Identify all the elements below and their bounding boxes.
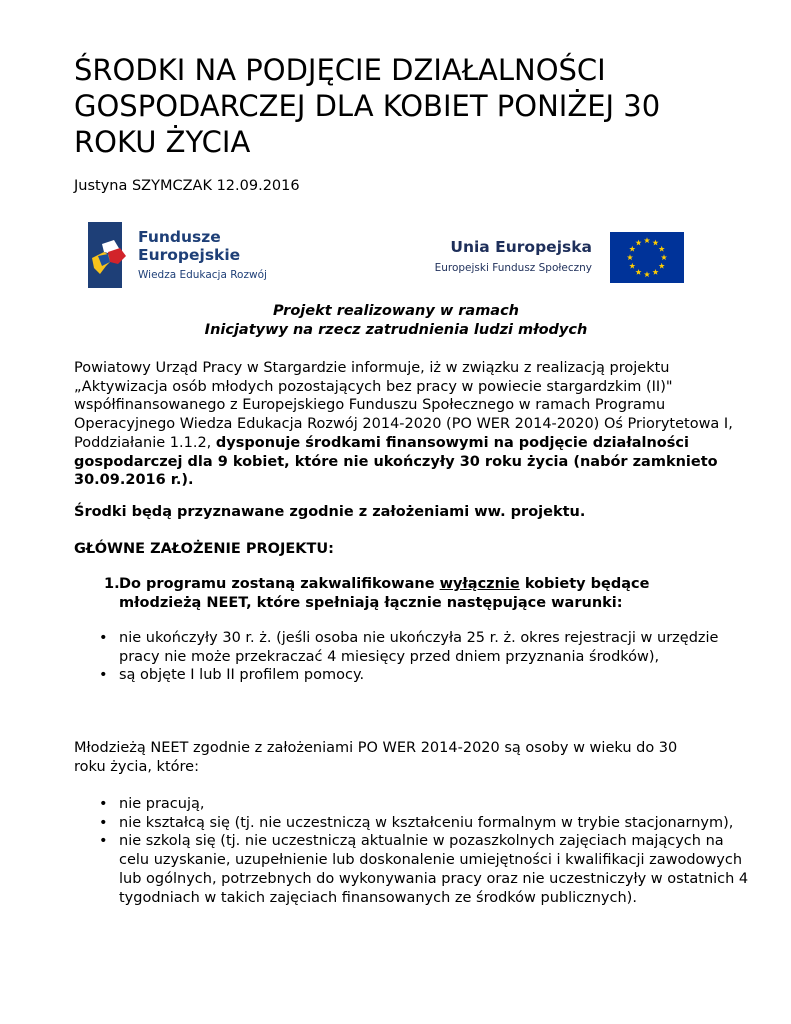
- list-item-text: nie kształcą się (tj. nie uczestniczą w kształceniu formalnym w trybie stacjonarnym),: [119, 814, 734, 831]
- intro-paragraph: [74, 359, 754, 490]
- intro-text: Powiatowy Urząd Pracy w Stargardzie informuje, iż w związku z realizacją projektu „Aktywizacja osób młodych pozostających bez pracy w powiecie stargardzkim (II)" współfinansowanego z Europejskiego Funduszu Społecznego w ramach Programu Operacyjnego Wiedza Edukacja Rozwój 2014-2020 (PO WER 2014-2020) Oś Priorytetowa I, Poddziałanie 1.1.2,: [74, 360, 733, 451]
- list-item-text-after: kobiety będące młodzieżą NEET, które spełniają łącznie następujące warunki:: [119, 576, 650, 611]
- neet-list: [74, 795, 754, 907]
- list-number: 1.: [104, 576, 120, 592]
- neet-definition-paragraph: Młodzieżą NEET zgodnie z założeniami PO WER 2014-2020 są osoby w wieku do 30 roku życia, które:: [74, 740, 678, 775]
- list-item: [74, 629, 754, 666]
- main-assumption-heading: GŁÓWNE ZAŁOŻENIE PROJEKTU:: [74, 541, 334, 557]
- list-item-text: nie szkolą się (tj. nie uczestniczą aktualnie w pozaszkolnych zajęciach mających na celu uzyskanie, uzupełnienie lub doskonalenie umiejętności i kwalifikacji zawodowych lub ogólnych, potrzebnych do wykonywania pracy oraz nie uczestniczyły w ostatnich 4 tygodniach w takich zajęciach finansowanych ze środków publicznych).: [119, 833, 749, 906]
- bullet: •: [99, 796, 108, 812]
- page-title: ŚRODKI NA PODJĘCIE DZIAŁALNOŚCI GOSPODARCZEJ DLA KOBIET PONIŻEJ 30 ROKU ŻYCIA: [74, 53, 661, 159]
- author-date-line: Justyna SZYMCZAK 12.09.2016: [74, 178, 300, 194]
- fundusze-europejskie-star-icon: [88, 222, 130, 288]
- fe-logo-line2: Europejskie: [138, 246, 241, 264]
- list-item-text: nie pracują,: [119, 796, 205, 812]
- list-item-text: nie ukończyły 30 r. ż. (jeśli osoba nie ukończyła 25 r. ż. okres rejestracji w urzędzie pracy nie może przekraczać 4 miesięcy przed dniem przyznania środków),: [119, 630, 719, 665]
- ue-logo-fund: Europejski Fundusz Społeczny: [434, 262, 592, 274]
- conditions-list: [74, 629, 754, 685]
- project-heading: [74, 302, 718, 340]
- fundusze-europejskie-logo: [88, 222, 288, 288]
- ue-logo-name: Unia Europejska: [450, 238, 592, 256]
- srodki-line: Środki będą przyznawane zgodnie z założeniami ww. projektu.: [74, 504, 586, 520]
- list-item-text: [119, 575, 724, 612]
- unia-europejska-logo: [436, 232, 686, 286]
- list-item: [74, 795, 754, 814]
- intro-bold-text: dysponuje środkami finansowymi na podjęcie działalności gospodarczej dla 9 kobiet, które nie ukończyły 30 roku życia (nabór zamknieto 30.09.2016 r.).: [74, 434, 718, 489]
- list-item-underlined: wyłącznie: [439, 576, 520, 592]
- list-item: [74, 666, 754, 685]
- bullet: •: [99, 630, 108, 646]
- bullet: •: [99, 667, 108, 684]
- bullet: •: [99, 833, 108, 850]
- project-heading-line1: Projekt realizowany w ramach: [272, 303, 520, 319]
- list-item: [74, 832, 754, 907]
- list-item: [74, 814, 754, 833]
- list-item-text: są objęte I lub II profilem pomocy.: [119, 667, 365, 684]
- project-heading-line2: Inicjatywy na rzecz zatrudnienia ludzi młodych: [204, 322, 588, 338]
- bullet: •: [99, 814, 108, 831]
- fe-logo-line3: Wiedza Edukacja Rozwój: [138, 269, 267, 281]
- fe-logo-line1: Fundusze: [138, 228, 221, 246]
- list-item-text-before: Do programu zostaną zakwalifikowane: [119, 576, 440, 592]
- eu-flag-icon: [610, 232, 684, 283]
